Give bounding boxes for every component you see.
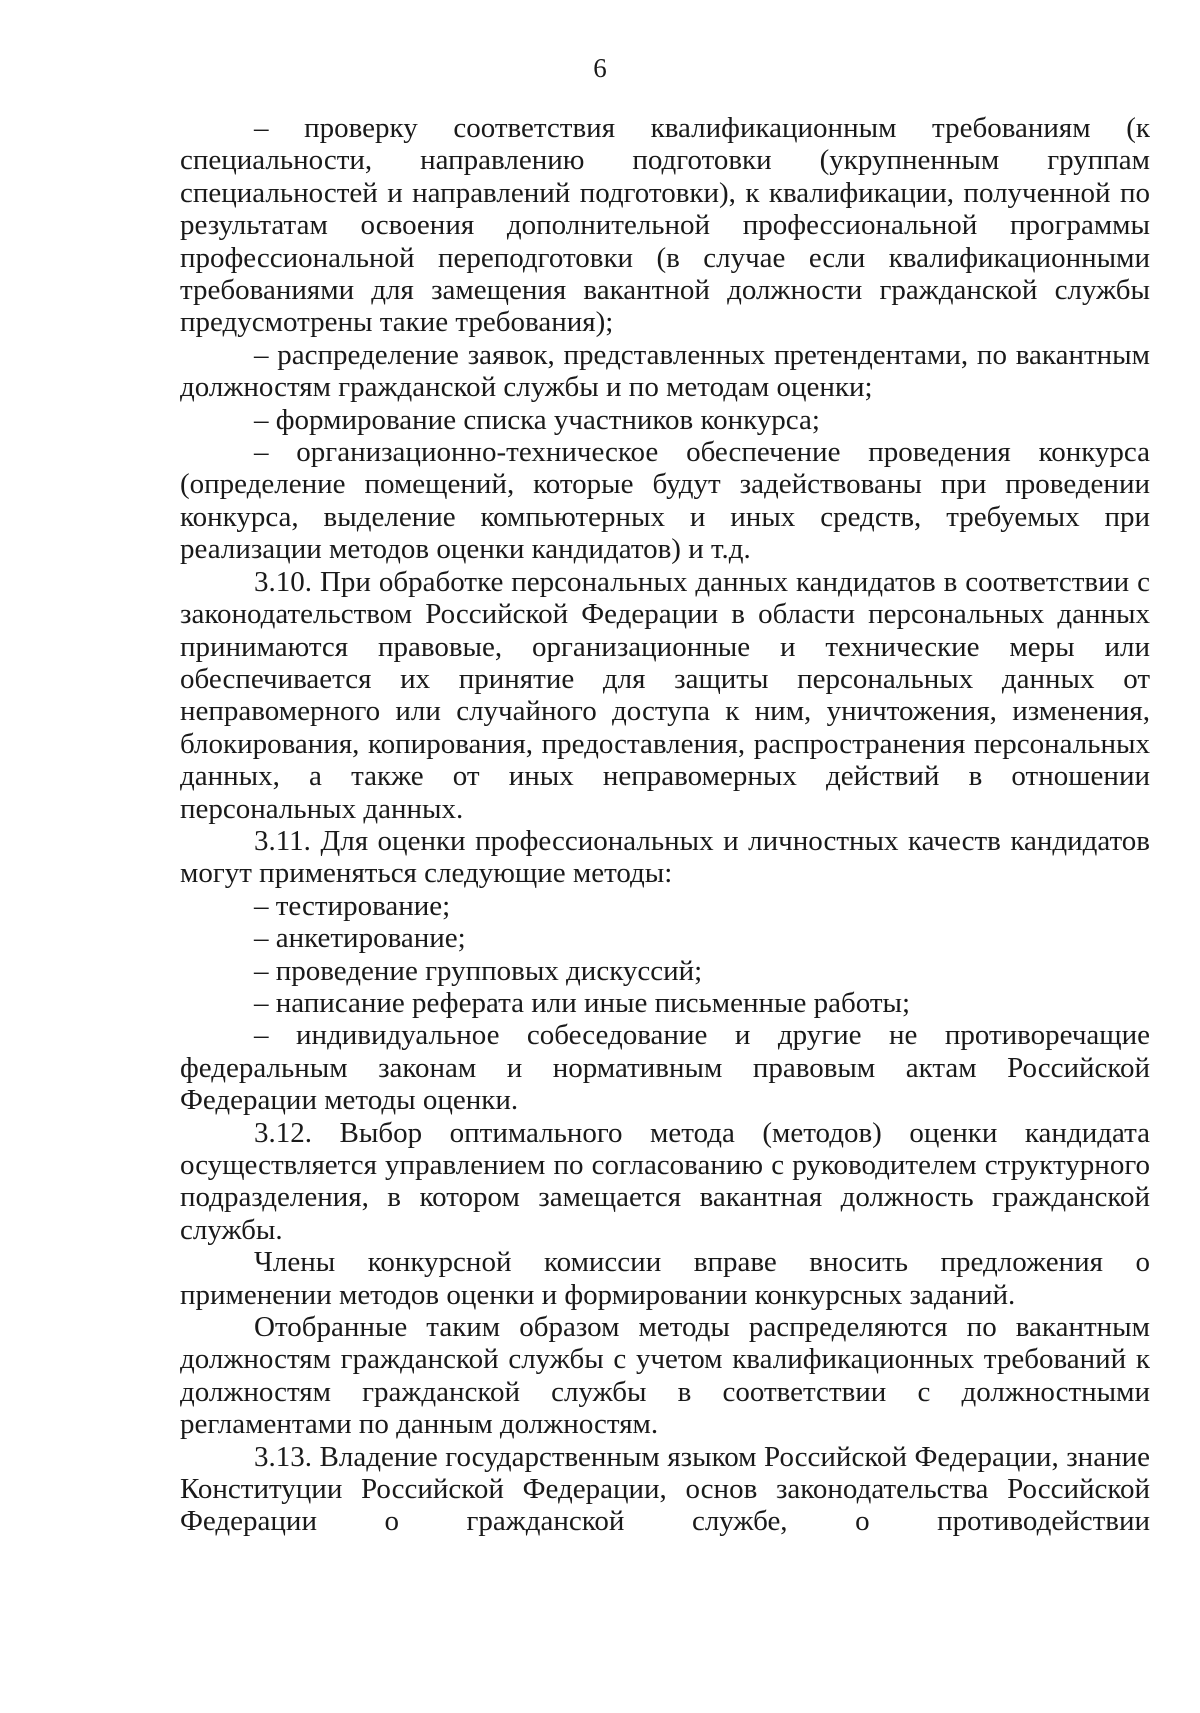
list-item-testing: – тестирование; — [254, 889, 451, 922]
page-number: 6 — [593, 53, 607, 83]
paragraph-qualification-check: – проверку соответствия квалификационным требованиям (к специальности, направлению подготовки (укрупненным группам специальностей и направлений подготовки), к квалификации, полученной по результатам освоения дополнительной профессиональной программы профессиональной переподготовки (в случае если квалификационными требованиями для замещения вакантной должности гражданской службы предусмотрены такие требования); — [180, 112, 1150, 339]
paragraph-organizational-support: – организационно-техническое обеспечение проведения конкурса (определение помещений, которые будут задействованы при проведении конкурса, выделение компьютерных и иных средств, требуемых при реализации методов оценки кандидатов) и т.д. — [180, 436, 1150, 566]
list-item-interview: – индивидуальное собеседование и другие не противоречащие федеральным законам и нормативным правовым актам Российской Федерации методы оценки. — [180, 1019, 1150, 1117]
document-body — [180, 112, 1150, 1538]
list-item-essay: – написание реферата или иные письменные работы; — [254, 986, 911, 1019]
list-item-group-discussions: – проведение групповых дискуссий; — [254, 954, 703, 987]
paragraph-3-13-language-knowledge: 3.13. Владение государственным языком Российской Федерации, знание Конституции Российской Федерации, основ законодательства Российской Федерации о гражданской службе, о противодействии — [180, 1440, 1150, 1538]
paragraph-method-distribution: Отобранные таким образом методы распределяются по вакантным должностям гражданской службы с учетом квалификационных требований к должностям гражданской службы в соответствии с должностными регламентами по данным должностям. — [180, 1311, 1150, 1441]
paragraph-application-distribution: – распределение заявок, представленных претендентами, по вакантным должностям гражданской службы и по методам оценки; — [180, 338, 1150, 404]
paragraph-participant-list: – формирование списка участников конкурса; — [254, 403, 820, 436]
paragraph-3-10-personal-data: 3.10. При обработке персональных данных кандидатов в соответствии с законодательством Российской Федерации в области персональных данных принимаются правовые, организационные и технические меры или обеспечивается их принятие для защиты персональных данных от неправомерного или случайного доступа к ним, уничтожения, изменения, блокирования, копирования, предоставления, распространения персональных данных, а также от иных неправомерных действий в отношении персональных данных. — [180, 565, 1150, 825]
paragraph-3-12-method-selection: 3.12. Выбор оптимального метода (методов) оценки кандидата осуществляется управлением по согласованию с руководителем структурного подразделения, в котором замещается вакантная должность гражданской службы. — [180, 1116, 1150, 1246]
paragraph-3-11-assessment-methods: 3.11. Для оценки профессиональных и личностных качеств кандидатов могут применяться следующие методы: — [180, 824, 1150, 890]
list-item-questionnaire: – анкетирование; — [254, 922, 466, 955]
paragraph-commission-proposals: Члены конкурсной комиссии вправе вносить предложения о применении методов оценки и формировании конкурсных заданий. — [180, 1246, 1150, 1311]
